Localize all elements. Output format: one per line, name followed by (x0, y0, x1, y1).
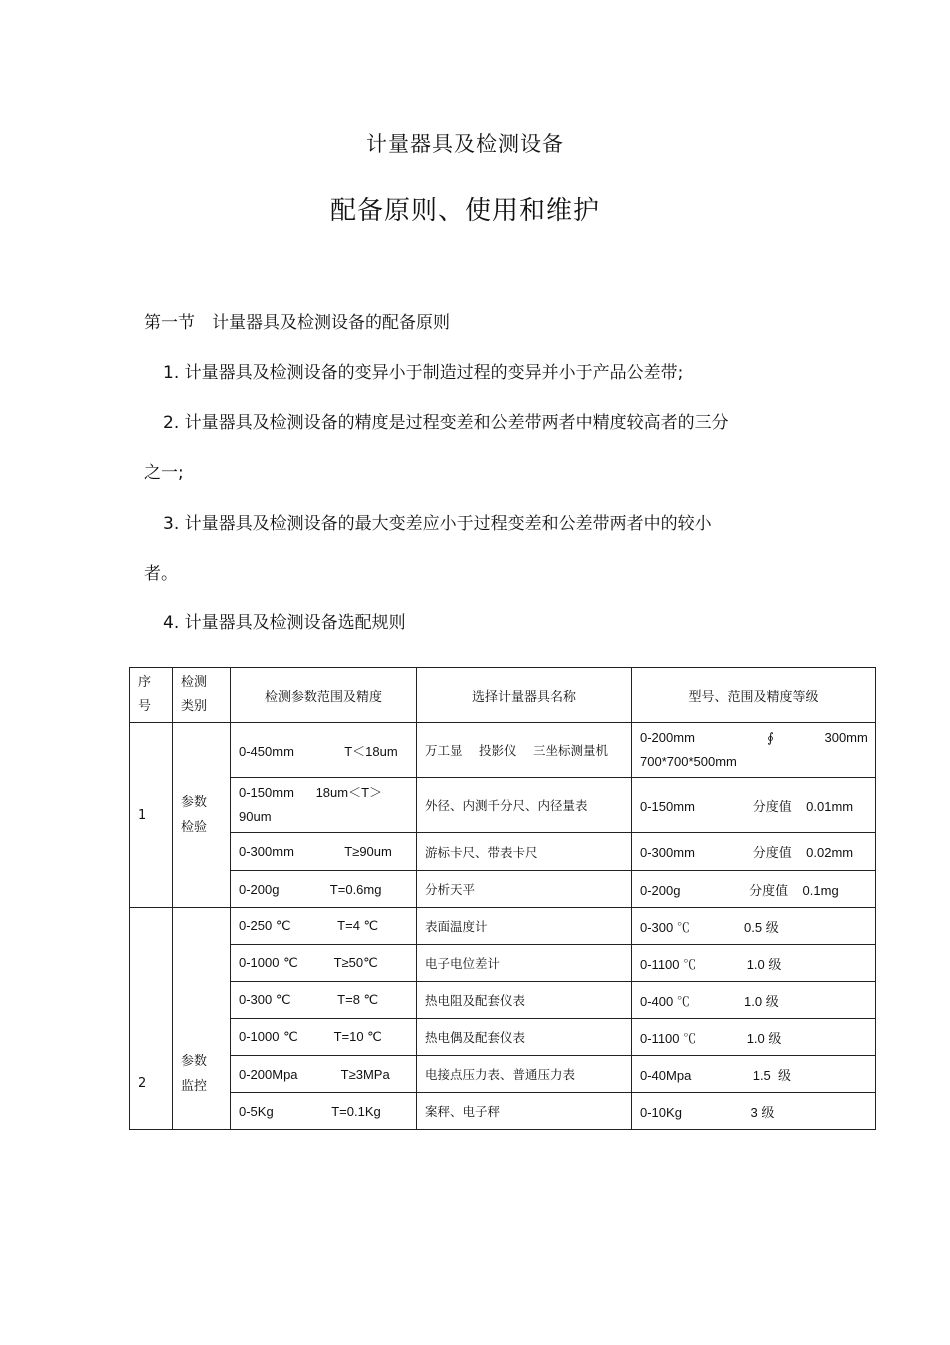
cell-model: 0-200g 分度值 0.1mg (632, 871, 876, 908)
cell-model: 0-1100 ℃ 1.0 级 (632, 1019, 876, 1056)
table-row (130, 833, 876, 871)
cell-range: 0-300 ℃ T=8 ℃ (231, 982, 417, 1019)
header-no: 序 号 (130, 668, 173, 723)
table-row (130, 723, 876, 778)
cell-model: 0-150mm 分度值 0.01mm (632, 778, 876, 833)
cell-model: 0-200mm ∮ 300mm 700*700*500mm (632, 723, 876, 778)
section-heading: 第一节 计量器具及检测设备的配备原则 (144, 313, 450, 333)
instrument-selection-table (129, 667, 876, 1130)
cell-instrument: 热电偶及配套仪表 (417, 1019, 632, 1056)
principle-2-line-2: 之一; (144, 463, 184, 483)
table-row (130, 1056, 876, 1093)
cell-range: 0-1000 ℃ T=10 ℃ (231, 1019, 417, 1056)
principle-3-line-1: 3. 计量器具及检测设备的最大变差应小于过程变差和公差带两者中的较小 (163, 514, 712, 534)
cell-range: 0-150mm 18um＜T＞ 90um (231, 778, 417, 833)
cell-range: 0-1000 ℃ T≥50℃ (231, 945, 417, 982)
cell-instrument: 表面温度计 (417, 908, 632, 945)
table-row (130, 908, 876, 945)
cell-instrument: 热电阻及配套仪表 (417, 982, 632, 1019)
cell-model: 0-40Mpa 1.5 级 (632, 1056, 876, 1093)
table-row (130, 1019, 876, 1056)
table-row (130, 945, 876, 982)
table-row (130, 871, 876, 908)
header-range: 检测参数范围及精度 (231, 668, 417, 723)
cell-range: 0-450mm T＜18um (231, 723, 417, 778)
table-row (130, 982, 876, 1019)
cell-model: 0-300mm 分度值 0.02mm (632, 833, 876, 871)
cell-instrument: 游标卡尺、带表卡尺 (417, 833, 632, 871)
principle-4: 4. 计量器具及检测设备选配规则 (163, 613, 406, 633)
principle-2-line-1: 2. 计量器具及检测设备的精度是过程变差和公差带两者中精度较高者的三分 (163, 413, 729, 433)
cell-model: 0-300 ℃ 0.5 级 (632, 908, 876, 945)
cell-model: 0-1100 ℃ 1.0 级 (632, 945, 876, 982)
cell-instrument: 电子电位差计 (417, 945, 632, 982)
document-title: 计量器具及检测设备 (366, 132, 564, 156)
document-subtitle: 配备原则、使用和维护 (329, 196, 600, 226)
row-category: 参数 监控 (173, 908, 231, 1130)
cell-range: 0-250 ℃ T=4 ℃ (231, 908, 417, 945)
cell-instrument: 外径、内测千分尺、内径量表 (417, 778, 632, 833)
cell-model: 0-400 ℃ 1.0 级 (632, 982, 876, 1019)
table-row (130, 1093, 876, 1130)
row-number: 2 (130, 908, 173, 1130)
table-header-row (130, 668, 876, 723)
cell-range: 0-200g T=0.6mg (231, 871, 417, 908)
cell-instrument: 电接点压力表、普通压力表 (417, 1056, 632, 1093)
cell-range: 0-300mm T≥90um (231, 833, 417, 871)
cell-instrument: 分析天平 (417, 871, 632, 908)
row-category: 参数 检验 (173, 723, 231, 908)
principle-3-line-2: 者。 (144, 564, 178, 584)
cell-range: 0-5Kg T=0.1Kg (231, 1093, 417, 1130)
header-instrument: 选择计量器具名称 (417, 668, 632, 723)
cell-model: 0-10Kg 3 级 (632, 1093, 876, 1130)
table-row (130, 778, 876, 833)
row-number: 1 (130, 723, 173, 908)
cell-instrument: 案秤、电子秤 (417, 1093, 632, 1130)
header-type: 检测 类别 (173, 668, 231, 723)
principle-1: 1. 计量器具及检测设备的变异小于制造过程的变异并小于产品公差带; (163, 363, 684, 383)
cell-instrument: 万工显 投影仪 三坐标测量机 (417, 723, 632, 778)
cell-range: 0-200Mpa T≥3MPa (231, 1056, 417, 1093)
header-model: 型号、范围及精度等级 (632, 668, 876, 723)
